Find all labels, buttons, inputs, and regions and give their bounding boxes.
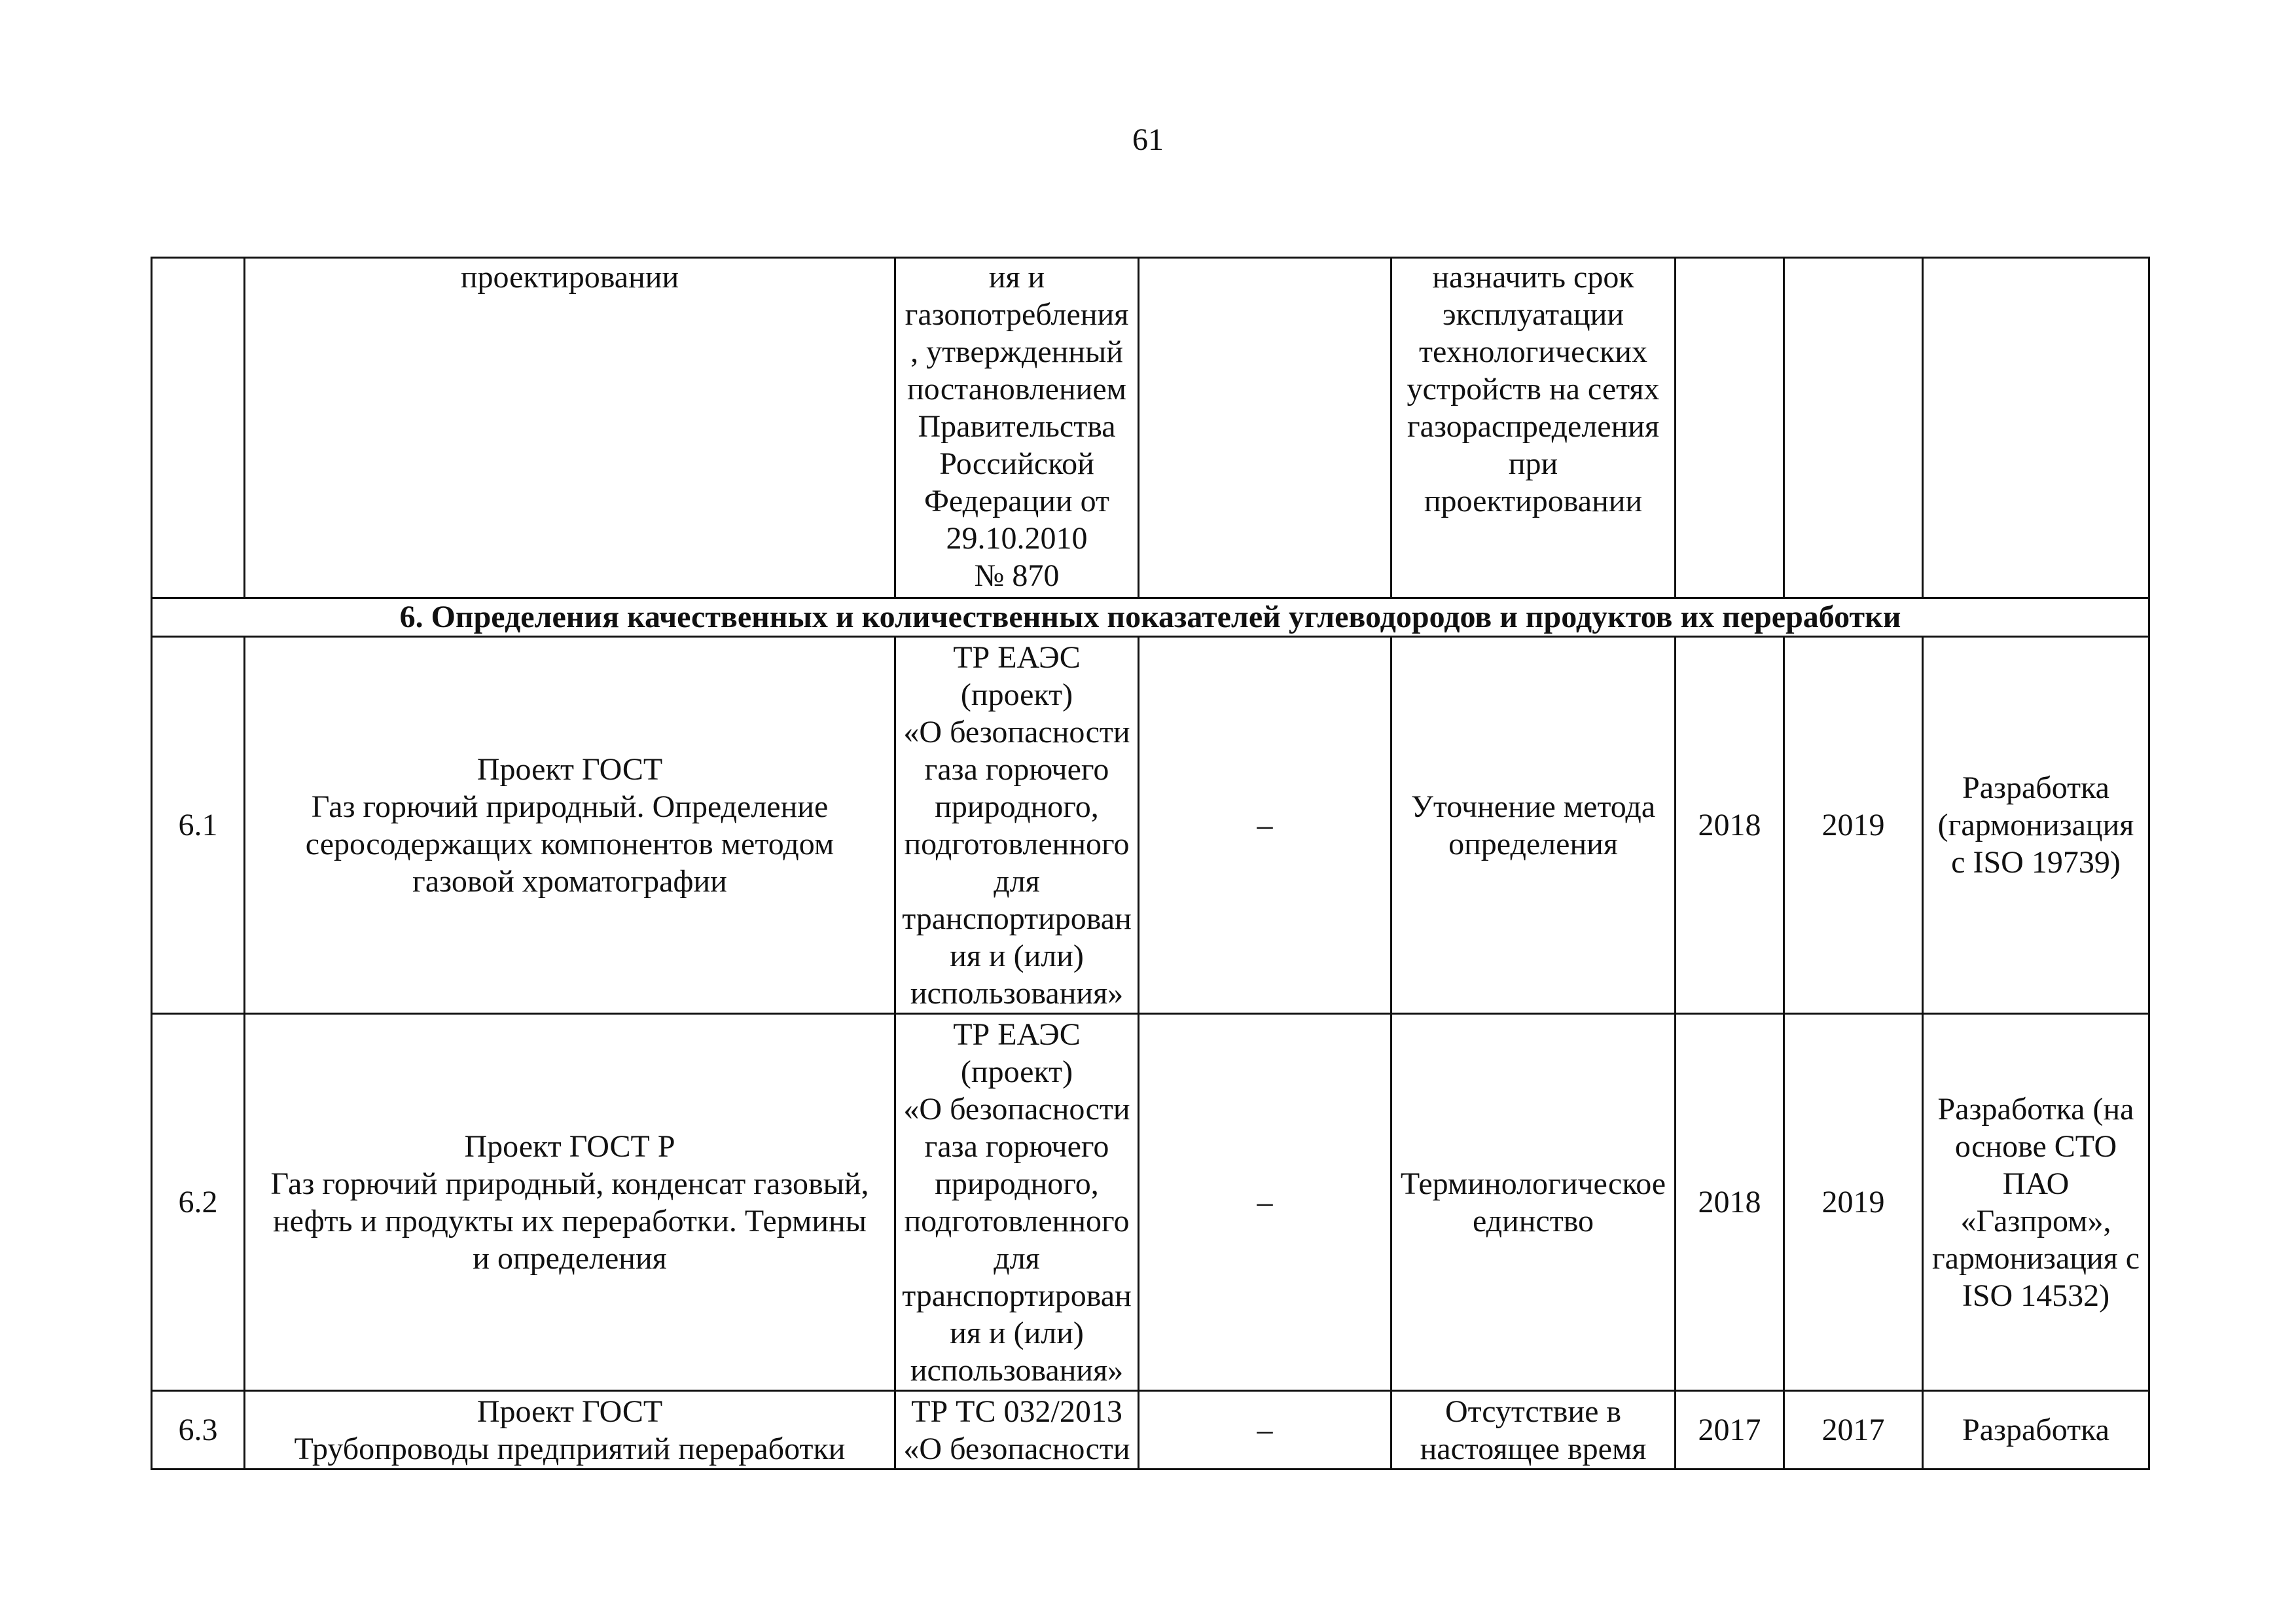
- cell-end-year: 2019: [1784, 1014, 1923, 1391]
- cell-goal: Отсутствие в настоящее время: [1391, 1391, 1676, 1470]
- cell-name: Проект ГОСТ Трубопроводы предприятий переработки: [245, 1391, 895, 1470]
- cell-num: 6.3: [152, 1391, 245, 1470]
- cell-num: [152, 258, 245, 598]
- page-number: 61: [1132, 122, 1164, 157]
- cell-basis: ТР ТС 032/2013 «О безопасности: [895, 1391, 1139, 1470]
- cell-end-year: [1784, 258, 1923, 598]
- cell-col4: –: [1139, 637, 1391, 1014]
- cell-work-type: Разработка (на основе СТО ПАО «Газпром», гармонизация с ISO 14532): [1923, 1014, 2149, 1391]
- cell-work-type: Разработка (гармонизация с ISO 19739): [1923, 637, 2149, 1014]
- cell-work-type: Разработка: [1923, 1391, 2149, 1470]
- cell-start-year: 2018: [1676, 637, 1784, 1014]
- standards-plan-table: [151, 257, 2150, 1470]
- cell-start-year: 2018: [1676, 1014, 1784, 1391]
- cell-goal: назначить срок эксплуатации технологических устройств на сетях газораспределения при проектировании: [1391, 258, 1676, 598]
- cell-basis: ТР ЕАЭС (проект) «О безопасности газа горючего природного, подготовленного для транспортирован ия и (или) использования»: [895, 637, 1139, 1014]
- cell-start-year: [1676, 258, 1784, 598]
- cell-num: 6.2: [152, 1014, 245, 1391]
- section-title: 6. Определения качественных и количественных показателей углеводородов и продуктов их переработки: [152, 598, 2149, 637]
- cell-end-year: 2017: [1784, 1391, 1923, 1470]
- table-row: [152, 637, 2149, 1014]
- cell-goal: Терминологическое единство: [1391, 1014, 1676, 1391]
- cell-name: Проект ГОСТ Газ горючий природный. Определение серосодержащих компонентов методом газовой хроматографии: [245, 637, 895, 1014]
- table-row: [152, 1014, 2149, 1391]
- section-heading-row: [152, 598, 2149, 637]
- cell-col4: [1139, 258, 1391, 598]
- table-row-continued: [152, 258, 2149, 598]
- cell-col4: –: [1139, 1014, 1391, 1391]
- cell-goal: Уточнение метода определения: [1391, 637, 1676, 1014]
- cell-name: проектировании: [245, 258, 895, 598]
- cell-start-year: 2017: [1676, 1391, 1784, 1470]
- cell-basis: ия и газопотребления , утвержденный постановлением Правительства Российской Федерации от 29.10.2010 № 870: [895, 258, 1139, 598]
- cell-work-type: [1923, 258, 2149, 598]
- cell-num: 6.1: [152, 637, 245, 1014]
- cell-end-year: 2019: [1784, 637, 1923, 1014]
- cell-col4: –: [1139, 1391, 1391, 1470]
- table-row: [152, 1391, 2149, 1470]
- cell-basis: ТР ЕАЭС (проект) «О безопасности газа горючего природного, подготовленного для транспортирован ия и (или) использования»: [895, 1014, 1139, 1391]
- cell-name: Проект ГОСТ Р Газ горючий природный, конденсат газовый, нефть и продукты их переработки. Термины и определения: [245, 1014, 895, 1391]
